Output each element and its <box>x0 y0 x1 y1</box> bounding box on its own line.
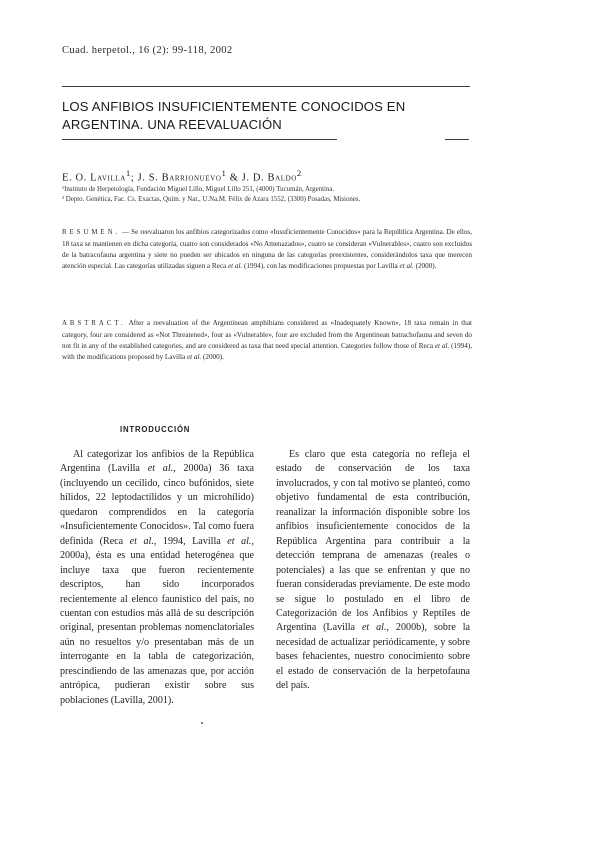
intro-p2-text-a: Es claro que esta categoría no refleja el estado de conservación de los taxa involucrados, y con tal motivo se planteó, como objetivo fundamental de esta contribución, reanalizar la información disponible sobre los anfibios insuficientemente conocidos de la República Argentina para contribuir a la detección temprana de amenazas (reales o potenciales) a las que se enfrentan y que no fueran consideradas previamente. De este modo se sigue lo postulado en el libro de Categorización de los Anfibios y Reptiles de Argentina (Lavilla <box>276 449 470 634</box>
author-1: E. O. Lavilla <box>62 172 126 184</box>
abstract-etal-2: et al. <box>186 352 202 361</box>
author-separator-2: & <box>226 172 242 184</box>
affiliations <box>62 185 472 205</box>
intro-p1-etal-1: et al. <box>147 463 174 475</box>
abstract-label: ABSTRACT. <box>62 320 126 327</box>
author-2-affiliation-mark: 1 <box>221 168 227 178</box>
resumen-text: — Se reevaluaron los anfibios categorizados como «Insuficientemente Conocidos» para la República Argentina. De ellos, 18 taxa se mantienen en dicha categoría, cuatro son considerados «No Amenazados», cuatro se consideran «Vulnerables», cuatro son excluidos de la batracofauna argentina y siete no pueden ser ubicados en ninguna de las categorías preexistentes, considerándolos taxa que merecen atención especial. Las categorías utilizadas siguen a Reca <box>62 228 472 270</box>
abstract-text-end: (2000). <box>203 352 224 361</box>
resumen-label: RESUMEN. <box>62 229 121 236</box>
resumen-text-end-2: (2000). <box>415 261 437 270</box>
abstract-text-mid: (1994), with the modifications proposed by Lavilla <box>62 341 472 361</box>
intro-p1-text-d: , 2000a), ésta es una entidad heterogénea que incluye taxa que fueron recientemente descriptos, han sido incorporados recientemente al elenco faunístico del país, no cuentan con estudios más allá de su descripción original, presentan problemas nomenclatoriales aún no resueltos y/o presentaban más de un interrogante en la tabla de categorización, prescindiendo de las amenazas que, por acción antrópica, pudieran existir sobre sus poblaciones (Lavilla, 2001). <box>60 535 254 706</box>
author-separator-1: ; <box>130 172 138 184</box>
abstract-etal: et al. <box>434 341 450 350</box>
resumen-etal-2: et al. <box>399 261 414 270</box>
author-1-affiliation-mark: 1 <box>125 168 131 178</box>
running-head: Cuad. herpetol., 16 (2): 99-118, 2002 <box>62 45 233 56</box>
intro-paragraph-1 <box>60 448 254 708</box>
title-rule-right <box>445 139 469 140</box>
resumen-etal: et al. <box>227 261 243 270</box>
intro-paragraph-2 <box>276 448 470 694</box>
resumen-text-end: (1994), con las modificaciones propuestas por Lavilla <box>244 261 398 270</box>
author-3: J. D. Baldo <box>241 172 297 184</box>
intro-p2-etal: et al. <box>361 622 387 634</box>
introduction-heading: INTRODUCCIÓN <box>120 425 191 434</box>
resumen-paragraph <box>62 227 472 272</box>
intro-p1-text-b: , 2000a) 36 taxa (incluyendo un cecílido, cinco bufónidos, siete hílidos, 22 leptodactílidos y un microhílido) quedaron comprendidos en la categoría «Insuficientemente Conocidos». Tal como fuera definida (Reca <box>60 463 254 547</box>
intro-p1-text-a: Al categorizar los anfibios de la República Argentina (Lavilla <box>60 449 254 475</box>
abstract-text: After a reevaluation of the Argentinean amphibians considered as «Inadequately Known», 18 taxa remain in that category, four are considered as «Not Threatened», four as «Vulnerable», four are excluded from the Argentinean batrachofauna and seven do not fit in any of the established categories, and are considered as taxa that need special attention. Categories follow those of Reca <box>62 319 472 350</box>
intro-p1-text-c: , 1994, Lavilla <box>153 535 221 547</box>
abstract-paragraph <box>62 318 472 363</box>
author-list <box>62 168 302 184</box>
intro-p1-etal-2: et al. <box>129 535 154 547</box>
affiliation-2: ² Depto. Genética, Fac. Cs. Exactas, Quím. y Nat., U.Na.M. Félix de Azara 1552, (3300) Posadas, Misiones. <box>62 196 361 203</box>
scan-speck <box>201 722 203 724</box>
affiliation-1: ¹Instituto de Herpetología, Fundación Miguel Lillo, Miguel Lillo 251, (4000) Tucumán, Argentina. <box>62 186 335 193</box>
author-3-affiliation-mark: 2 <box>296 168 302 178</box>
left-column <box>60 448 254 708</box>
intro-p1-etal-3: et al. <box>227 535 252 547</box>
right-column <box>276 448 470 694</box>
article-title: LOS ANFIBIOS INSUFICIENTEMENTE CONOCIDOS EN ARGENTINA. UNA REEVALUACIÓN <box>62 99 406 132</box>
header-rule <box>62 86 470 87</box>
author-2: J. S. Barrionuevo <box>137 172 222 184</box>
title-rule-left <box>62 139 337 140</box>
intro-p2-text-b: , 2000b), sobre la necesidad de actualizar periódicamente, y sobre bases fehacientes, nuestro conocimiento sobre el estado de conservación de la herpetofauna del país. <box>276 622 470 692</box>
